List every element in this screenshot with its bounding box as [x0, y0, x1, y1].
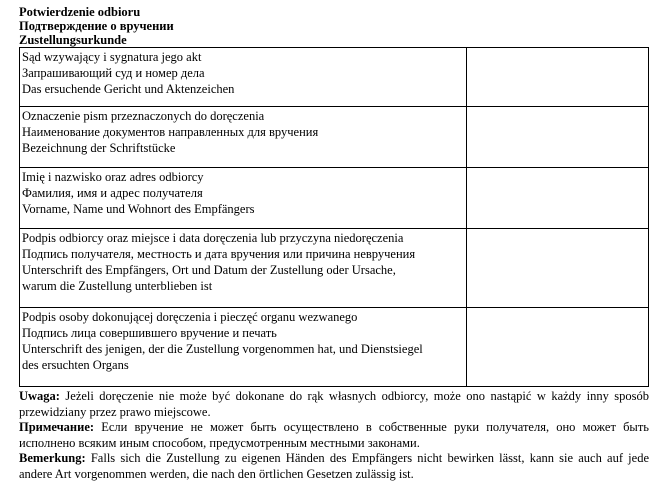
note-label: Uwaga: [19, 389, 60, 403]
form-row-requesting-court [20, 48, 649, 107]
form-label-cell [20, 48, 467, 107]
note-label: Примечание: [19, 420, 95, 434]
label-line-de: Unterschrift des Empfängers, Ort und Datum der Zustellung oder Ursache, [22, 263, 396, 277]
label-line-de: Unterschrift des jenigen, der die Zustellung vorgenommen hat, und Dienstsiegel [22, 342, 423, 356]
note-text: Falls sich die Zustellung zu eigenen Händen des Empfängers nicht bewirken lässt, kann sie auch auf jede andere Art vorgenommen werden, die nach den örtlichen Gesetzen zulässig ist. [19, 451, 649, 481]
form-value-cell-recipient-signature[interactable] [466, 229, 648, 308]
label-line-de-cont: warum die Zustellung unterblieben ist [22, 279, 213, 293]
form-value-cell-server-signature[interactable] [466, 308, 648, 387]
label-line-pl: Imię i nazwisko oraz adres odbiorcy [22, 170, 204, 184]
notes-section [19, 389, 649, 482]
form-label-cell [20, 308, 467, 387]
form-label-cell [20, 229, 467, 308]
title-german: Zustellungsurkunde [19, 33, 127, 47]
label-line-de: Bezeichnung der Schriftstücke [22, 141, 176, 155]
title-polish: Potwierdzenie odbioru [19, 5, 141, 19]
note-german [19, 451, 649, 482]
form-value-cell-requesting-court[interactable] [466, 48, 648, 107]
document-page [19, 5, 649, 482]
form-value-cell-documents[interactable] [466, 107, 648, 168]
form-row-documents [20, 107, 649, 168]
form-value-cell-recipient[interactable] [466, 168, 648, 229]
label-line-de: Vorname, Name und Wohnort des Empfängers [22, 202, 255, 216]
form-row-server-signature [20, 308, 649, 387]
form-row-recipient-signature [20, 229, 649, 308]
form-label-cell [20, 107, 467, 168]
label-line-ru: Подпись получателя, местность и дата вручения или причина невручения [22, 247, 416, 261]
title-russian: Подтверждение о вручении [19, 19, 174, 33]
document-title [19, 5, 649, 47]
label-line-pl: Sąd wzywający i sygnatura jego akt [22, 50, 202, 64]
note-text: Jeżeli doręczenie nie może być dokonane do rąk własnych odbiorcy, może ono nastąpić w każdy inny sposób przewidziany przez prawo miejscowe. [19, 389, 649, 419]
form-row-recipient [20, 168, 649, 229]
label-line-ru: Подпись лица совершившего вручение и печать [22, 326, 277, 340]
confirmation-form-table [19, 47, 649, 387]
label-line-pl: Podpis osoby dokonującej doręczenia i pieczęć organu wezwanego [22, 310, 358, 324]
label-line-ru: Запрашивающий суд и номер дела [22, 66, 205, 80]
label-line-ru: Наименование документов направленных для вручения [22, 125, 319, 139]
note-russian [19, 420, 649, 451]
label-line-de: Das ersuchende Gericht und Aktenzeichen [22, 82, 235, 96]
note-label: Bemerkung: [19, 451, 86, 465]
label-line-pl: Podpis odbiorcy oraz miejsce i data doręczenia lub przyczyna niedoręczenia [22, 231, 404, 245]
label-line-pl: Oznaczenie pism przeznaczonych do doręczenia [22, 109, 265, 123]
label-line-de-cont: des ersuchten Organs [22, 358, 129, 372]
label-line-ru: Фамилия, имя и адрес получателя [22, 186, 203, 200]
form-label-cell [20, 168, 467, 229]
note-polish [19, 389, 649, 420]
note-text: Если вручение не может быть осуществлено в собственные руки получателя, оно может быть исполнено всяким иным способом, предусмотренным местными законами. [19, 420, 649, 450]
